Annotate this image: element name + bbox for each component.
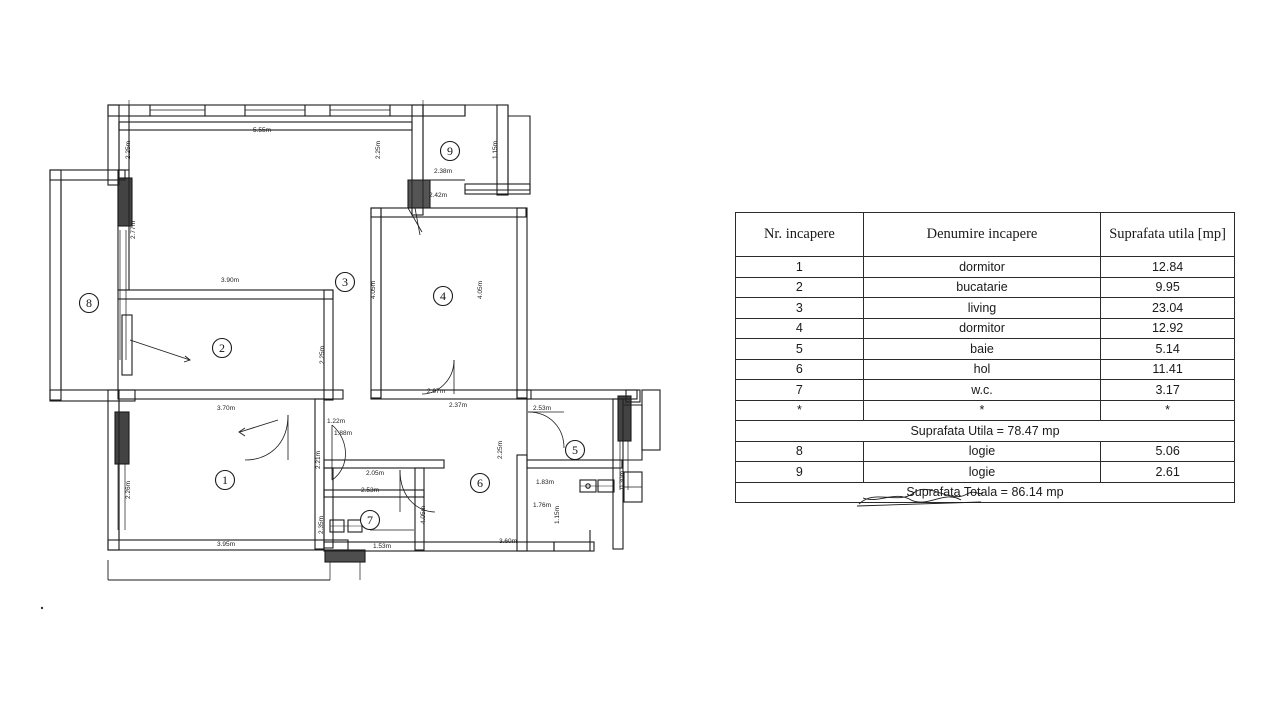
svg-text:8: 8 [86,296,92,311]
cell-area: 12.92 [1101,318,1235,339]
svg-text:4: 4 [440,289,446,304]
cell-area: 3.17 [1101,380,1235,401]
table-row [736,462,1235,483]
dimension-label: 3.90m [220,277,240,284]
table-row [736,339,1235,360]
cell-name: dormitor [863,318,1100,339]
room-marker-7 [361,511,380,530]
dimension-label: 1.76m [532,502,552,509]
room-marker-9 [441,142,460,161]
svg-text:7: 7 [367,513,373,528]
dimension-label: 2.25m [319,345,326,365]
cell-area: 9.95 [1101,277,1235,298]
dimension-label: 2.26m [125,480,132,500]
table-row [736,318,1235,339]
cell-area: 5.14 [1101,339,1235,360]
dimension-label: 0.30m [619,470,626,490]
header-area: Suprafata utila [mp] [1101,213,1235,257]
table-row [736,400,1235,421]
cell-nr: 1 [736,257,864,278]
table-row [736,359,1235,380]
subtotal-label: Suprafata Utila = 78.47 mp [736,421,1235,442]
dimension-label: 2.67m [426,388,446,395]
cell-name: w.c. [863,380,1100,401]
table-row [736,380,1235,401]
dimension-label: 1.22m [326,418,346,425]
cell-area: * [1101,400,1235,421]
cell-nr: 7 [736,380,864,401]
cell-nr: 2 [736,277,864,298]
cell-nr: 4 [736,318,864,339]
dimension-label: 2.37m [448,402,468,409]
table-header-row [736,213,1235,257]
dimension-label: 2.53m [532,405,552,412]
cell-area: 2.61 [1101,462,1235,483]
subtotal-row [736,421,1235,442]
table-row [736,257,1235,278]
room-marker-3 [336,273,355,292]
cell-area: 11.41 [1101,359,1235,380]
dimension-label: 2.05m [365,470,385,477]
cell-nr: 9 [736,462,864,483]
cell-name: * [863,400,1100,421]
room-marker-2 [213,339,232,358]
cell-nr: 3 [736,298,864,319]
dimension-label: 2.25m [497,440,504,460]
room-marker-8 [80,294,99,313]
svg-text:9: 9 [447,144,453,159]
cell-name: bucatarie [863,277,1100,298]
svg-text:3: 3 [342,275,348,290]
table-row [736,298,1235,319]
dimension-label: 1.83m [535,479,555,486]
cell-name: hol [863,359,1100,380]
dimension-label: 2.77m [130,220,137,240]
dimension-label: 3.95m [216,541,236,548]
room-schedule-table [735,212,1235,503]
header-nr: Nr. incapere [736,213,864,257]
cell-name: dormitor [863,257,1100,278]
dimension-label: 1.53m [372,543,392,550]
total-label: Suprafata Totala = 86.14 mp [736,482,1235,503]
dimension-label: 4.05m [477,280,484,300]
dimension-label: 3.60m [498,538,518,545]
cell-name: baie [863,339,1100,360]
table-row [736,277,1235,298]
room-marker-6 [471,474,490,493]
header-name: Denumire incapere [863,213,1100,257]
cell-name: logie [863,462,1100,483]
dimension-label: 1.88m [333,430,353,437]
dimension-label: 2.25m [125,140,132,160]
dimension-label: 4.05m [420,505,427,525]
cell-name: logie [863,441,1100,462]
dimension-label: 1.15m [492,140,499,160]
cell-nr: 6 [736,359,864,380]
dimension-label: 2.21m [315,450,322,470]
room-marker-1 [216,471,235,490]
cell-area: 5.06 [1101,441,1235,462]
cell-nr: 8 [736,441,864,462]
total-row [736,482,1235,503]
room-marker-4 [434,287,453,306]
floor-plan-drawing [30,60,710,640]
dimension-label: 2.25m [375,140,382,160]
dimension-label: 2.42m [428,192,448,199]
cell-area: 23.04 [1101,298,1235,319]
svg-text:5: 5 [572,443,578,458]
cell-nr: * [736,400,864,421]
dimension-label: 5.55m [252,127,272,134]
cell-name: living [863,298,1100,319]
dimension-label: 4.05m [370,280,377,300]
cell-area: 12.84 [1101,257,1235,278]
dimension-label: 1.15m [554,505,561,525]
cell-nr: 5 [736,339,864,360]
table-row [736,441,1235,462]
dimension-label: 3.70m [216,405,236,412]
svg-text:2: 2 [219,341,225,356]
dimension-label: 2.38m [433,168,453,175]
svg-text:6: 6 [477,476,483,491]
dimension-label: 2.53m [360,487,380,494]
svg-text:1: 1 [222,473,228,488]
room-marker-5 [566,441,585,460]
dimension-label: 2.35m [318,515,325,535]
